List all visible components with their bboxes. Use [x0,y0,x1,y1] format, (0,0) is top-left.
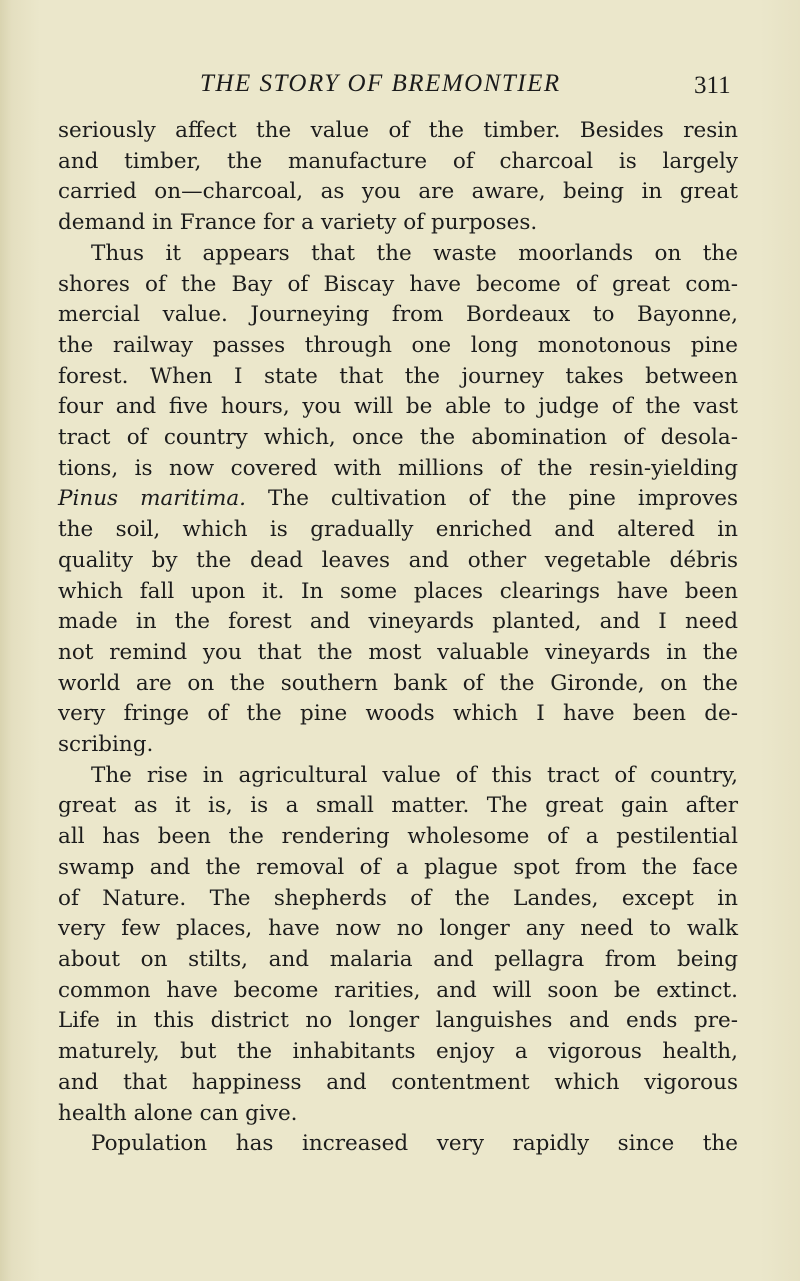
text-line: quality by the dead leaves and other vegetable débris [58,547,738,573]
text-line: and timber, the manufacture of charcoal is largely [58,148,738,174]
text-line: four and five hours, you will be able to judge of the vast [58,394,738,420]
text-line: health alone can give. [58,1100,298,1126]
text-line: tract of country which, once the abomination of desola- [58,425,738,451]
running-head: THE STORY OF BREMONTIER [200,70,561,97]
text-line: made in the forest and vineyards planted, and I need [58,609,738,635]
text-line: swamp and the removal of a plague spot from the face [58,854,738,880]
text-line: world are on the southern bank of the Gironde, on the [58,670,738,696]
text-line: scribing. [58,732,154,758]
text-line: forest. When I state that the journey takes between [58,363,738,389]
text-line: mercial value. Journeying from Bordeaux to Bayonne, [58,302,738,328]
text-line: common have become rarities, and will soon be extinct. [58,977,738,1003]
text-line: which fall upon it. In some places clearings have been [58,578,738,604]
text-line: The rise in agricultural value of this tract of country, [91,762,738,788]
text-line: shores of the Bay of Biscay have become of great com- [58,271,738,297]
text-line: maturely, but the inhabitants enjoy a vigorous health, [58,1039,738,1065]
text-line: carried on—charcoal, as you are aware, being in great [58,179,738,205]
text-line: demand in France for a variety of purposes. [58,210,538,236]
page-header [0,70,800,110]
page-number: 311 [694,72,731,99]
text-line: of Nature. The shepherds of the Landes, except in [58,885,738,911]
text-line: not remind you that the most valuable vineyards in the [58,639,738,665]
text-line: tions, is now covered with millions of the resin-yielding [58,455,738,481]
text-line: very few places, have now no longer any need to walk [58,916,738,942]
text-line: seriously affect the value of the timber. Besides resin [58,118,738,143]
text-line: Life in this district no longer languishes and ends pre- [58,1008,738,1034]
body-text [58,116,738,1160]
text-line: Population has increased very rapidly since the [91,1131,738,1157]
text-line: great as it is, is a small matter. The great gain after [58,793,738,819]
text-line: about on stilts, and malaria and pellagra from being [58,946,738,972]
text-line: all has been the rendering wholesome of a pestilential [58,824,738,850]
text-line-mixed [58,484,738,515]
text-line: the soil, which is gradually enriched and altered in [58,517,738,543]
text-line: and that happiness and contentment which vigorous [58,1069,738,1095]
text-line-continuation: The cultivation of the pine improves [246,486,738,512]
text-line: the railway passes through one long monotonous pine [58,332,738,358]
text-line: Thus it appears that the waste moorlands on the [91,240,738,266]
text-line: very fringe of the pine woods which I have been de- [58,701,738,727]
italic-species-name: Pinus maritima. [58,486,246,512]
